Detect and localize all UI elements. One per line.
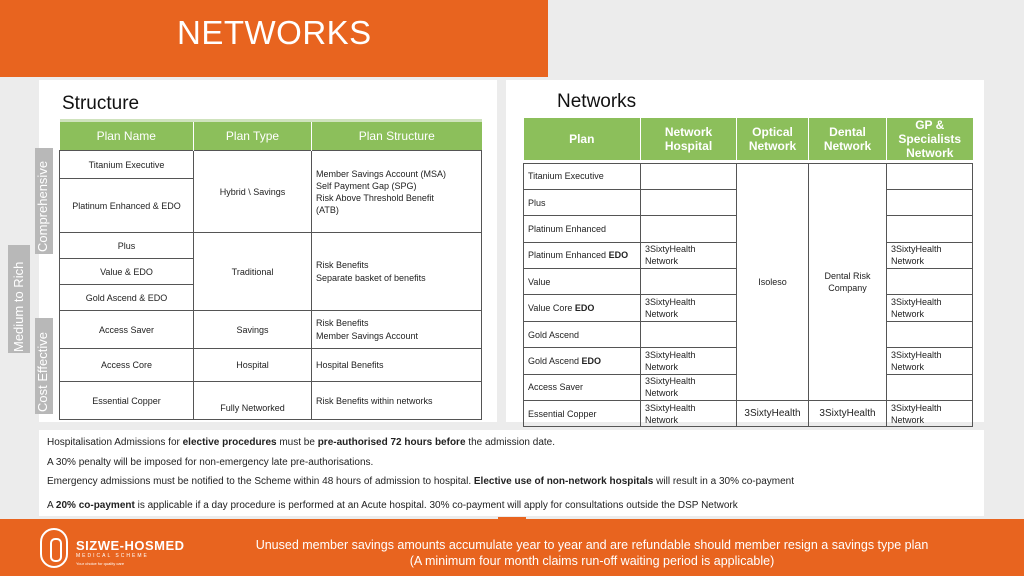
plan-cell (524, 348, 641, 374)
note-text: must be (276, 437, 318, 448)
net-line: 3SixtyHealth (645, 402, 696, 413)
footer-line-2: (A minimum four month claims run-off waiting period is applicable) (409, 554, 775, 568)
column-header: Plan Type (194, 121, 312, 151)
net-line: Network (645, 256, 679, 267)
networks-heading: Networks (557, 91, 637, 112)
dental-cell (809, 163, 887, 401)
dental-line: Dental Risk (824, 270, 871, 281)
medium-to-rich-label: Medium to Rich (11, 261, 26, 352)
plan-cell: Gold Ascend (524, 321, 641, 347)
structure-line: Separate basket of benefits (316, 272, 426, 283)
note-bold: elective procedures (182, 437, 277, 448)
plan-cell: Titanium Executive (524, 163, 641, 189)
note-bold: Elective use of non-network hospitals (473, 476, 654, 487)
net-line: Network (645, 388, 679, 399)
plan-name-cell: Access Core (60, 349, 194, 382)
page-title: NETWORKS (177, 14, 372, 51)
gp-cell (887, 321, 973, 347)
structure-line: (ATB) (316, 204, 339, 215)
net-line: Network (891, 309, 925, 320)
note-text: A (47, 500, 56, 511)
plan-name-cell: Platinum Enhanced & EDO (60, 179, 194, 233)
note-penalty: A 30% penalty will be imposed for non-emergency late pre-authorisations. (47, 457, 374, 468)
note-bold: pre-authorised 72 hours before (317, 437, 466, 448)
header-line: Specialists (898, 132, 962, 146)
plan-name-cell: Plus (60, 233, 194, 259)
header-line: GP & (915, 118, 945, 132)
table-row (524, 163, 973, 189)
dental-cell-copper: 3SixtyHealth (809, 401, 887, 427)
plan-edo: EDO (608, 250, 629, 261)
table-row (60, 151, 482, 179)
network-hospital-cell (641, 374, 737, 400)
plan-edo: EDO (581, 355, 602, 366)
net-line: 3SixtyHealth (891, 349, 942, 360)
plan-text: Gold Ascend (528, 355, 582, 366)
plan-name-cell: Value & EDO (60, 259, 194, 285)
cost-effective-label: Cost Effective (35, 332, 50, 412)
network-hospital-cell (641, 401, 737, 427)
structure-line: Risk Benefits (316, 317, 369, 328)
logo-name: SIZWE-HOSMED (76, 538, 185, 553)
optical-cell: Isoleso (737, 163, 809, 401)
plan-type-cell: Traditional (194, 233, 312, 311)
table-row (60, 382, 482, 420)
column-header-dental (809, 118, 887, 160)
note-text: Emergency admissions must be notified to the Scheme within 48 hours of admission to hospital. (47, 476, 474, 487)
plan-name-cell: Essential Copper (60, 382, 194, 420)
header-line: Network (823, 139, 872, 153)
network-hospital-cell (641, 348, 737, 374)
plan-text: Platinum Enhanced (528, 250, 609, 261)
plan-cell (524, 295, 641, 321)
note-bold: 20% co-payment (55, 500, 135, 511)
note-admissions (47, 437, 555, 448)
gp-cell (887, 401, 973, 427)
structure-line: Member Savings Account (316, 330, 419, 341)
optical-cell-copper: 3SixtyHealth (737, 401, 809, 427)
net-line: Network (645, 361, 679, 372)
table-row (60, 233, 482, 259)
column-header: Plan Structure (312, 121, 482, 151)
plan-cell: Value (524, 269, 641, 295)
network-hospital-cell (641, 163, 737, 189)
network-hospital-cell (641, 216, 737, 242)
plan-text: Value Core (528, 303, 575, 314)
plan-structure-cell (312, 233, 482, 311)
gp-cell (887, 216, 973, 242)
plan-cell: Plus (524, 189, 641, 215)
plan-structure-cell (312, 151, 482, 233)
note-copayment (47, 500, 738, 511)
note-text: the admission date. (465, 437, 556, 448)
net-line: 3SixtyHealth (891, 244, 942, 255)
structure-line: Risk Above Threshold Benefit (316, 192, 434, 203)
column-header-gp (887, 118, 973, 160)
logo-tagline: Your choice for quality care (76, 561, 125, 566)
network-hospital-cell (641, 242, 737, 268)
note-emergency (47, 476, 794, 487)
gp-cell (887, 374, 973, 400)
net-line: Network (891, 361, 925, 372)
sizwe-logo-icon (40, 528, 68, 568)
network-hospital-cell (641, 269, 737, 295)
header-line: Network (906, 146, 954, 160)
column-header-plan: Plan (524, 118, 641, 160)
header-line: Hospital (664, 139, 713, 153)
gp-cell (887, 163, 973, 189)
networks-table (523, 118, 973, 427)
note-text: will result in a 30% co-payment (653, 476, 794, 487)
header-line: Optical (752, 125, 793, 139)
plan-structure-cell (312, 311, 482, 349)
header-line: Network (664, 125, 713, 139)
note-text: is applicable if a day procedure is performed at an Acute hospital. 30% co-payment will apply for consultations outside the DSP Network (134, 500, 738, 511)
net-line: 3SixtyHealth (891, 402, 942, 413)
plan-cell: Platinum Enhanced (524, 216, 641, 242)
header-line: Dental (829, 125, 866, 139)
structure-table (59, 119, 482, 420)
structure-line: Risk Benefits (316, 259, 369, 270)
net-line: 3SixtyHealth (891, 297, 942, 308)
plan-structure-cell: Hospital Benefits (312, 349, 482, 382)
gp-cell (887, 189, 973, 215)
comprehensive-label: Comprehensive (35, 160, 50, 252)
gp-cell (887, 242, 973, 268)
plan-type-cell: Hospital (194, 349, 312, 382)
network-hospital-cell (641, 295, 737, 321)
plan-edo: EDO (574, 303, 595, 314)
structure-line: Member Savings Account (MSA) (316, 168, 447, 179)
gp-cell (887, 269, 973, 295)
title-bar (0, 0, 548, 77)
network-hospital-cell (641, 321, 737, 347)
header-line: Network (748, 139, 797, 153)
structure-heading: Structure (62, 93, 140, 114)
logo-subtitle: MEDICAL SCHEME (76, 553, 149, 559)
column-header-network-hospital (641, 118, 737, 160)
net-line: Network (645, 414, 679, 425)
plan-type-cell: Hybrid \ Savings (194, 151, 312, 233)
footer-line-1: Unused member savings amounts accumulate year to year and are refundable should member resign a savings type plan (255, 538, 929, 552)
column-header: Plan Name (60, 121, 194, 151)
structure-header-row (60, 121, 482, 151)
footer-notch (498, 517, 526, 521)
structure-line: Self Payment Gap (SPG) (316, 180, 417, 191)
plan-structure-cell: Risk Benefits within networks (312, 382, 482, 420)
net-line: 3SixtyHealth (645, 376, 696, 387)
plan-type-cell: Fully Networked (194, 382, 312, 420)
net-line: 3SixtyHealth (645, 349, 696, 360)
plan-cell: Essential Copper (524, 401, 641, 427)
table-row (60, 311, 482, 349)
note-text: Hospitalisation Admissions for (47, 437, 183, 448)
dental-line: Company (828, 282, 867, 293)
plan-name-cell: Titanium Executive (60, 151, 194, 179)
plan-cell (524, 242, 641, 268)
plan-name-cell: Access Saver (60, 311, 194, 349)
net-line: 3SixtyHealth (645, 244, 696, 255)
table-row (524, 401, 973, 427)
plan-type-cell: Savings (194, 311, 312, 349)
network-hospital-cell (641, 189, 737, 215)
gp-cell (887, 295, 973, 321)
net-line: 3SixtyHealth (645, 297, 696, 308)
plan-name-cell: Gold Ascend & EDO (60, 285, 194, 311)
plan-cell: Access Saver (524, 374, 641, 400)
gp-cell (887, 348, 973, 374)
column-header-optical (737, 118, 809, 160)
networks-header-row (524, 118, 973, 160)
net-line: Network (645, 309, 679, 320)
net-line: Network (891, 414, 925, 425)
table-row (60, 349, 482, 382)
net-line: Network (891, 256, 925, 267)
